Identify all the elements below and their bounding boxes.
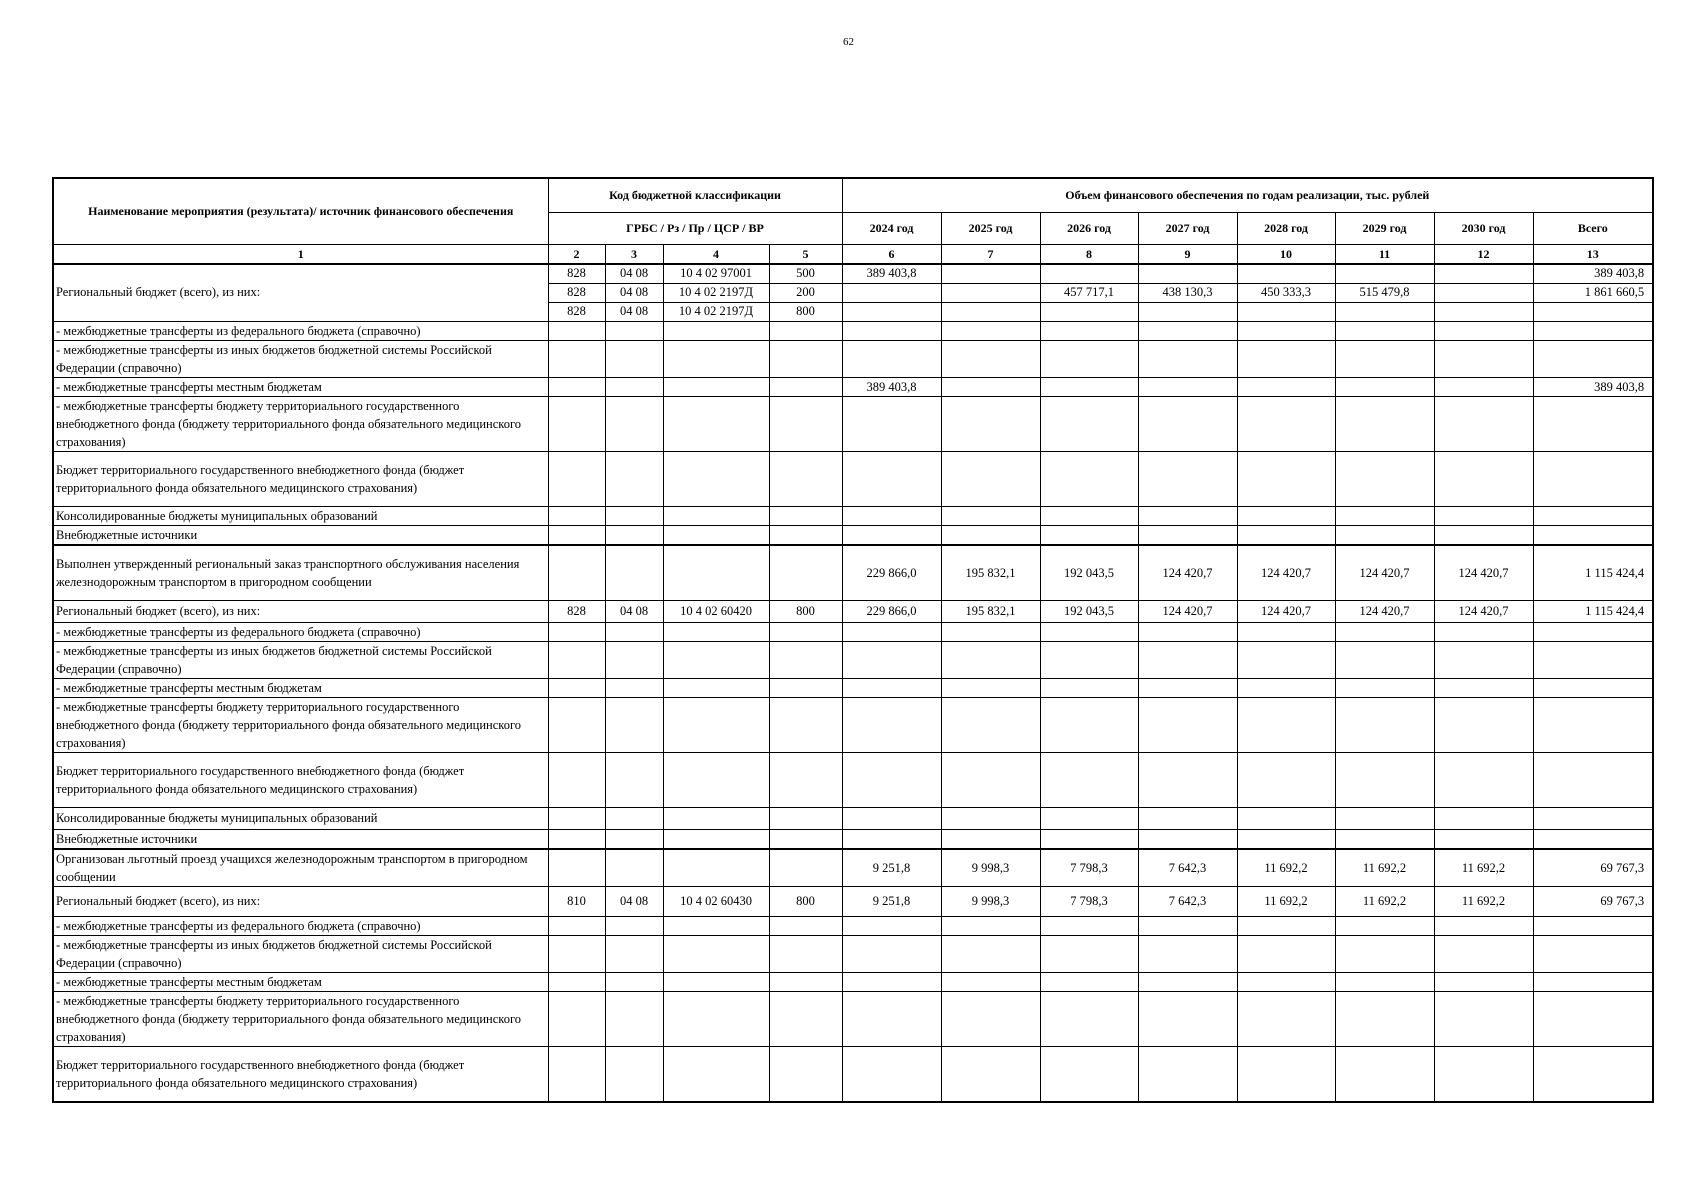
value-cell	[1138, 302, 1237, 321]
value-cell	[1434, 283, 1533, 302]
total-cell: 389 403,8	[1533, 377, 1653, 396]
value-cell: 11 692,2	[1434, 886, 1533, 916]
row-label: - межбюджетные трансферты из иных бюджетов бюджетной системы Российской Федерации (справочно)	[53, 935, 548, 972]
value-cell: 7 798,3	[1040, 886, 1138, 916]
column-number: 8	[1040, 244, 1138, 264]
value-cell	[1335, 264, 1434, 284]
value-cell	[1138, 264, 1237, 284]
header-column-numbers	[53, 244, 1653, 264]
table-row	[53, 451, 1653, 506]
code-vr: 800	[769, 886, 842, 916]
table-row	[53, 807, 1653, 829]
code-rz-pr: 04 08	[605, 283, 663, 302]
value-cell	[941, 283, 1040, 302]
row-label: - межбюджетные трансферты из федерального бюджета (справочно)	[53, 622, 548, 641]
code-vr: 800	[769, 600, 842, 622]
header-year: 2026 год	[1040, 212, 1138, 244]
column-number: 6	[842, 244, 941, 264]
value-cell: 195 832,1	[941, 545, 1040, 601]
table-row	[53, 886, 1653, 916]
value-cell	[842, 302, 941, 321]
header-year: 2027 год	[1138, 212, 1237, 244]
value-cell: 229 866,0	[842, 545, 941, 601]
row-label: Региональный бюджет (всего), из них:	[53, 600, 548, 622]
table-row	[53, 972, 1653, 991]
value-cell: 450 333,3	[1237, 283, 1335, 302]
value-cell: 229 866,0	[842, 600, 941, 622]
value-cell: 195 832,1	[941, 600, 1040, 622]
value-cell: 7 642,3	[1138, 886, 1237, 916]
row-label: - межбюджетные трансферты из федерального бюджета (справочно)	[53, 916, 548, 935]
total-cell: 389 403,8	[1533, 264, 1653, 284]
header-volume: Объем финансового обеспечения по годам реализации, тыс. рублей	[842, 178, 1653, 212]
column-number: 3	[605, 244, 663, 264]
value-cell: 11 692,2	[1434, 849, 1533, 887]
table-row	[53, 935, 1653, 972]
total-cell	[1533, 302, 1653, 321]
table-row	[53, 1046, 1653, 1102]
column-number: 5	[769, 244, 842, 264]
total-cell: 69 767,3	[1533, 849, 1653, 887]
row-label: Бюджет территориального государственного внебюджетного фонда (бюджет территориального фонда обязательного медицинского страхования)	[53, 451, 548, 506]
event-title: Организован льготный проезд учащихся железнодорожным транспортом в пригородном сообщении	[53, 849, 548, 887]
header-name: Наименование мероприятия (результата)/ источник финансового обеспечения	[53, 178, 548, 244]
row-label: - межбюджетные трансферты из федерального бюджета (справочно)	[53, 321, 548, 340]
row-label: Бюджет территориального государственного внебюджетного фонда (бюджет территориального фонда обязательного медицинского страхования)	[53, 752, 548, 807]
code-grbs: 810	[548, 886, 605, 916]
value-cell: 124 420,7	[1434, 545, 1533, 601]
value-cell: 192 043,5	[1040, 545, 1138, 601]
value-cell: 124 420,7	[1138, 600, 1237, 622]
code-rz-pr: 04 08	[605, 886, 663, 916]
value-cell: 124 420,7	[1434, 600, 1533, 622]
row-label: - межбюджетные трансферты бюджету территориального государственного внебюджетного фонда (бюджету территориального фонда обязательного медицинского страхования)	[53, 991, 548, 1046]
value-cell: 9 998,3	[941, 849, 1040, 887]
table-row	[53, 829, 1653, 849]
table-row	[53, 377, 1653, 396]
row-label: Региональный бюджет (всего), из них:	[53, 264, 548, 322]
value-cell: 438 130,3	[1138, 283, 1237, 302]
value-cell: 9 998,3	[941, 886, 1040, 916]
column-number: 13	[1533, 244, 1653, 264]
table-row	[53, 340, 1653, 377]
value-cell	[1237, 302, 1335, 321]
header-total: Всего	[1533, 212, 1653, 244]
row-label: - межбюджетные трансферты бюджету территориального государственного внебюджетного фонда (бюджету территориального фонда обязательного медицинского страхования)	[53, 396, 548, 451]
table-row	[53, 678, 1653, 697]
code-csr: 10 4 02 2197Д	[663, 283, 769, 302]
value-cell	[941, 302, 1040, 321]
table-row	[53, 641, 1653, 678]
table-row-event	[53, 849, 1653, 887]
table-row	[53, 991, 1653, 1046]
header-year: 2028 год	[1237, 212, 1335, 244]
column-number: 4	[663, 244, 769, 264]
column-number: 1	[53, 244, 548, 264]
row-label: - межбюджетные трансферты местным бюджетам	[53, 377, 548, 396]
table-row-event	[53, 545, 1653, 601]
row-label: - межбюджетные трансферты из иных бюджетов бюджетной системы Российской Федерации (справочно)	[53, 641, 548, 678]
code-rz-pr: 04 08	[605, 600, 663, 622]
code-vr: 500	[769, 264, 842, 284]
total-cell: 1 861 660,5	[1533, 283, 1653, 302]
value-cell: 124 420,7	[1237, 600, 1335, 622]
value-cell	[1040, 302, 1138, 321]
header-code-sub: ГРБС / Рз / Пр / ЦСР / ВР	[548, 212, 842, 244]
code-grbs: 828	[548, 302, 605, 321]
header-year: 2030 год	[1434, 212, 1533, 244]
value-cell: 11 692,2	[1335, 849, 1434, 887]
value-cell: 124 420,7	[1335, 545, 1434, 601]
value-cell	[1335, 302, 1434, 321]
value-cell: 124 420,7	[1335, 600, 1434, 622]
row-label: Внебюджетные источники	[53, 525, 548, 545]
row-label: Бюджет территориального государственного внебюджетного фонда (бюджет территориального фонда обязательного медицинского страхования)	[53, 1046, 548, 1102]
value-cell: 457 717,1	[1040, 283, 1138, 302]
column-number: 11	[1335, 244, 1434, 264]
total-cell: 69 767,3	[1533, 886, 1653, 916]
code-vr: 800	[769, 302, 842, 321]
value-cell	[941, 264, 1040, 284]
value-cell: 9 251,8	[842, 849, 941, 887]
code-csr: 10 4 02 60430	[663, 886, 769, 916]
table-row	[53, 264, 1653, 284]
table-row	[53, 622, 1653, 641]
value-cell	[1237, 264, 1335, 284]
value-cell: 124 420,7	[1138, 545, 1237, 601]
value-cell: 11 692,2	[1335, 886, 1434, 916]
page-number: 62	[843, 36, 854, 48]
value-cell: 389 403,8	[842, 264, 941, 284]
row-label: - межбюджетные трансферты из иных бюджетов бюджетной системы Российской Федерации (справочно)	[53, 340, 548, 377]
column-number: 9	[1138, 244, 1237, 264]
value-cell	[1434, 264, 1533, 284]
header-year: 2025 год	[941, 212, 1040, 244]
row-label: Консолидированные бюджеты муниципальных образований	[53, 807, 548, 829]
column-number: 7	[941, 244, 1040, 264]
value-cell	[1434, 302, 1533, 321]
column-number: 10	[1237, 244, 1335, 264]
value-cell: 389 403,8	[842, 377, 941, 396]
header-code: Код бюджетной классификации	[548, 178, 842, 212]
value-cell	[1040, 264, 1138, 284]
value-cell: 192 043,5	[1040, 600, 1138, 622]
code-csr: 10 4 02 60420	[663, 600, 769, 622]
code-grbs: 828	[548, 600, 605, 622]
table-row	[53, 321, 1653, 340]
code-grbs: 828	[548, 264, 605, 284]
value-cell	[842, 283, 941, 302]
header-year: 2029 год	[1335, 212, 1434, 244]
value-cell: 9 251,8	[842, 886, 941, 916]
row-label: - межбюджетные трансферты местным бюджетам	[53, 972, 548, 991]
budget-table	[52, 177, 1654, 1103]
row-label: - межбюджетные трансферты бюджету территориального государственного внебюджетного фонда (бюджету территориального фонда обязательного медицинского страхования)	[53, 697, 548, 752]
event-title: Выполнен утвержденный региональный заказ транспортного обслуживания населения железнодорожным транспортом в пригородном сообщении	[53, 545, 548, 601]
column-number: 12	[1434, 244, 1533, 264]
value-cell: 11 692,2	[1237, 886, 1335, 916]
code-rz-pr: 04 08	[605, 302, 663, 321]
table-row	[53, 506, 1653, 525]
total-cell: 1 115 424,4	[1533, 600, 1653, 622]
total-cell: 1 115 424,4	[1533, 545, 1653, 601]
code-grbs: 828	[548, 283, 605, 302]
value-cell: 124 420,7	[1237, 545, 1335, 601]
row-label: Региональный бюджет (всего), из них:	[53, 886, 548, 916]
table-row	[53, 600, 1653, 622]
header-year: 2024 год	[842, 212, 941, 244]
header-row-1	[53, 178, 1653, 212]
value-cell: 7 798,3	[1040, 849, 1138, 887]
row-label: - межбюджетные трансферты местным бюджетам	[53, 678, 548, 697]
table-row	[53, 525, 1653, 545]
code-csr: 10 4 02 2197Д	[663, 302, 769, 321]
row-label: Внебюджетные источники	[53, 829, 548, 849]
budget-table-sheet	[52, 177, 1652, 1103]
code-csr: 10 4 02 97001	[663, 264, 769, 284]
table-row	[53, 697, 1653, 752]
value-cell: 11 692,2	[1237, 849, 1335, 887]
value-cell: 7 642,3	[1138, 849, 1237, 887]
column-number: 2	[548, 244, 605, 264]
table-row	[53, 916, 1653, 935]
table-row	[53, 752, 1653, 807]
code-rz-pr: 04 08	[605, 264, 663, 284]
value-cell: 515 479,8	[1335, 283, 1434, 302]
code-vr: 200	[769, 283, 842, 302]
row-label: Консолидированные бюджеты муниципальных образований	[53, 506, 548, 525]
table-row	[53, 396, 1653, 451]
